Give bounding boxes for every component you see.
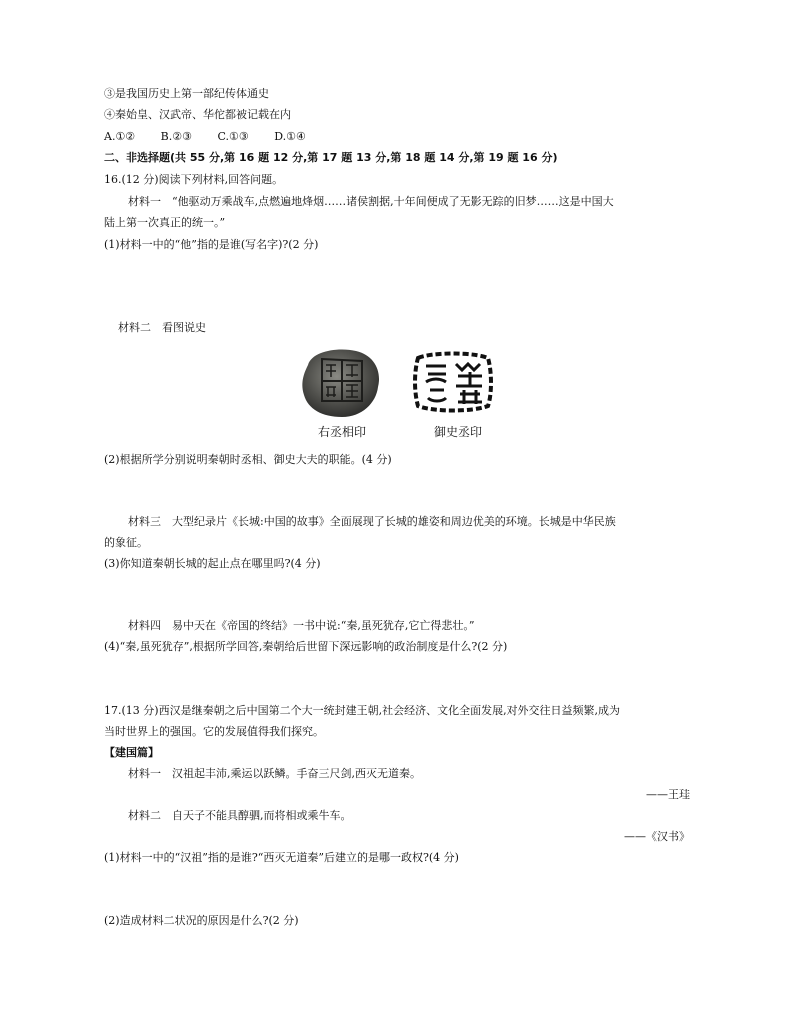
- q15-option-d: D.①④: [274, 130, 306, 143]
- q17-material1: 材料一 汉祖起丰沛,乘运以跃鳞。手奋三尺剑,西灭无道秦。: [128, 767, 421, 780]
- q16-sub4: (4)“秦,虽死犹存”,根据所学回答,秦朝给后世留下深远影响的政治制度是什么?(2 分): [104, 640, 508, 653]
- q16-material1-line1: 材料一 “他驱动万乘战车,点燃遍地烽烟……诸侯割据,十年间便成了无影无踪的旧梦……这是中国大: [128, 195, 614, 208]
- q16-material2-title: 材料二 看图说史: [118, 321, 206, 334]
- q15-option-c: C.①③: [217, 130, 249, 143]
- q16-material3-line1: 材料三 大型纪录片《长城:中国的故事》全面展现了长城的雄姿和周边优美的环境。长城是中华民族: [128, 515, 616, 528]
- q17-stem-line2: 当时世界上的强国。它的发展值得我们探究。: [104, 725, 324, 738]
- q15-option-a: A.①②: [104, 130, 136, 143]
- q17-sub1: (1)材料一中的“汉祖”指的是谁?“西灭无道秦”后建立的是哪一政权?(4 分): [104, 851, 459, 864]
- q17-material2-source: ——《汉书》: [624, 830, 690, 843]
- q15-item-4: ④秦始皇、汉武帝、华佗都被记载在内: [104, 108, 291, 121]
- q17-sub2: (2)造成材料二状况的原因是什么?(2 分): [104, 914, 299, 927]
- q16-material1-line2: 陆上第一次真正的统一。”: [104, 216, 226, 229]
- q17-material1-source: ——王珪: [646, 788, 690, 801]
- seal2-caption: 御史丞印: [434, 425, 483, 439]
- q16-material3-line2: 的象征。: [104, 536, 148, 549]
- seal1-caption: 右丞相印: [318, 425, 367, 439]
- section-heading: 二、非选择题(共 55 分,第 16 题 12 分,第 17 题 13 分,第 18 题 14 分,第 19 题 16 分): [104, 151, 558, 164]
- q15-option-b: B.②③: [160, 130, 192, 143]
- q15-item-3: ③是我国历史上第一部纪传体通史: [104, 87, 269, 100]
- q17-material2: 材料二 自天子不能具醇驷,而将相或乘牛车。: [128, 809, 352, 822]
- q16-sub1: (1)材料一中的“他”指的是谁(写名字)?(2 分): [104, 238, 319, 251]
- q17-section-label: 【建国篇】: [104, 746, 159, 759]
- q15-options: [104, 129, 306, 145]
- q17-stem-line1: 17.(13 分)西汉是继秦朝之后中国第二个大一统封建王朝,社会经济、文化全面发展,对外交往日益频繁,成为: [104, 704, 621, 717]
- seal-image-censor: [412, 350, 494, 414]
- seal-image-right-chancellor: [298, 345, 382, 419]
- q16-sub2: (2)根据所学分别说明秦朝时丞相、御史大夫的职能。(4 分): [104, 453, 392, 466]
- q16-stem: 16.(12 分)阅读下列材料,回答问题。: [104, 173, 284, 186]
- q16-sub3: (3)你知道秦朝长城的起止点在哪里吗?(4 分): [104, 557, 321, 570]
- q16-material4: 材料四 易中天在《帝国的终结》一书中说:“秦,虽死犹存,它亡得悲壮。”: [128, 619, 475, 632]
